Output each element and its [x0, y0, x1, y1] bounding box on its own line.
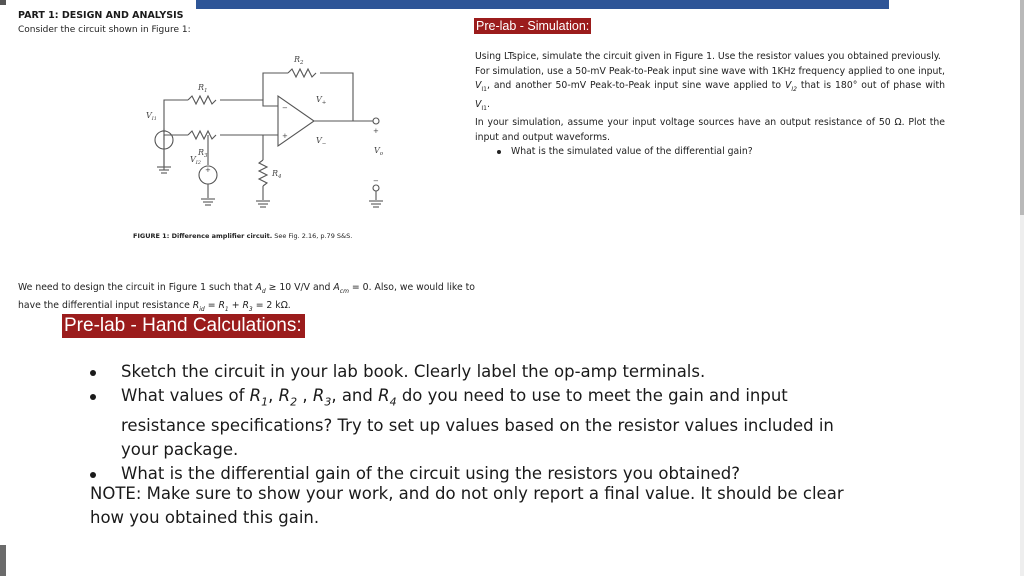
opamp-plus-sign: + [282, 132, 288, 140]
simulation-heading: Pre-lab - Simulation: [476, 19, 590, 33]
vi1-plus-sign: + [161, 127, 167, 135]
resistor-r3-zigzag [188, 131, 216, 139]
bullet-dot [90, 394, 96, 400]
top-blue-bar [196, 0, 889, 9]
label-r3: $R_3$ [198, 148, 208, 159]
vertical-scrollbar[interactable] [1020, 0, 1024, 576]
resistor-r4-zigzag [259, 160, 267, 186]
list-item: What is the differential gain of the circuit using the resistors you obtained? [85, 462, 865, 486]
bullet-dot [90, 472, 96, 478]
note-text: NOTE: Make sure to show your work, and do not only report a final value. It should be clear how you obtained this gain. [90, 484, 844, 527]
sim-bullet-item: What is the simulated value of the differential gain? [475, 145, 945, 160]
sim-paragraph-2: For simulation, use a 50-mV Peak-to-Peak input sine wave with 1KHz frequency applied to one input, $V_{I1}$, and another 50-mV Peak-to-Peak input sine wave applied to $V_{I2}$ that is 180° out of phase with $V_{I1}$. [475, 65, 945, 112]
difference-amplifier-circuit-diagram [128, 40, 413, 225]
hand-calculations-list [85, 360, 865, 486]
left-edge-mark-bottom [0, 545, 6, 576]
sim-paragraph-3: In your simulation, assume your input voltage sources have an output resistance of 50 Ω. Plot the input and output waveforms. [475, 117, 945, 143]
opamp-minus-sign: − [282, 104, 288, 112]
label-r1: $R_1$ [198, 83, 208, 94]
list-item: What values of $R_1$, $R_2$ , $R_3$, and $R_4$ do you need to use to meet the gain and input resistance specifications? Try to set up values based on the resistor values included in your package. [85, 384, 865, 462]
sim-paragraph-1: Using LTspice, simulate the circuit given in Figure 1. Use the resistor values you obtained previously. [475, 51, 941, 62]
label-r2: $R_2$ [294, 55, 304, 66]
vo-minus-sign: − [373, 177, 379, 185]
simulation-instructions [475, 50, 945, 160]
label-vi1: $V_{I1}$ [146, 111, 157, 122]
design-requirements-text: We need to design the circuit in Figure 1 such that $A_d \ge 10$ V/V and $A_{cm} = 0$. Also, we would like to have the differential input resistance $R_{id} = R_1 + R_3 = 2$ kΩ. [18, 282, 475, 313]
resistor-r2-zigzag [288, 69, 316, 77]
vo-plus-sign: + [373, 127, 379, 135]
vi2-plus-sign: + [205, 166, 211, 174]
label-vminus: $V_-$ [316, 136, 327, 147]
part-title: PART 1: DESIGN AND ANALYSIS [18, 10, 184, 21]
list-item: Sketch the circuit in your lab book. Clearly label the op-amp terminals. [85, 360, 865, 384]
bullet-dot [90, 370, 96, 376]
resistor-r1-zigzag [188, 96, 216, 104]
label-r4: $R_4$ [272, 169, 282, 180]
label-vplus: $V_+$ [316, 95, 327, 106]
label-vo: $V_o$ [374, 146, 384, 157]
hand-calculations-heading: Pre-lab - Hand Calculations: [62, 314, 305, 338]
label-vi2: $V_{I2}$ [190, 155, 201, 166]
intro-text: Consider the circuit shown in Figure 1: [18, 25, 191, 35]
figure-caption: FIGURE 1: Difference amplifier circuit. See Fig. 2.16, p.79 S&S. [133, 232, 353, 240]
bullet-dot [497, 150, 501, 154]
left-edge-mark [0, 0, 6, 5]
scrollbar-thumb[interactable] [1020, 0, 1024, 215]
